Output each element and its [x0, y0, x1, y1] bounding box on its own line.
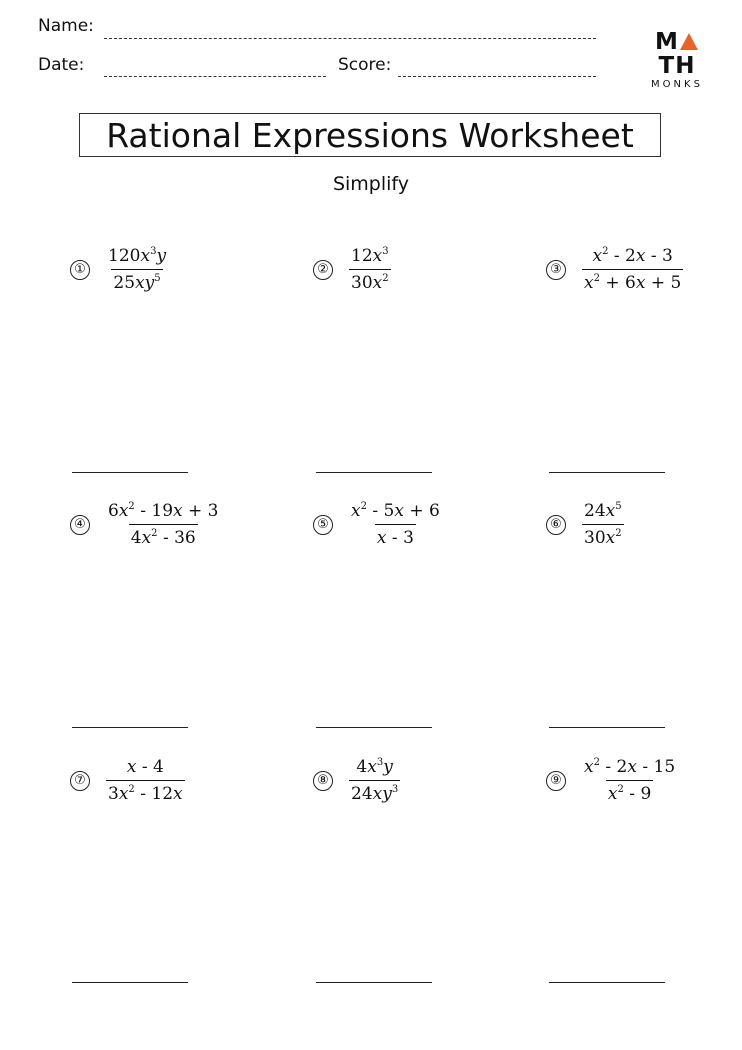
numerator: $x^2 - 2x - 3$	[592, 246, 673, 266]
logo-wordmark	[638, 30, 716, 78]
fraction	[582, 245, 683, 294]
problem-2	[313, 245, 391, 294]
fraction	[349, 500, 442, 549]
problem-number: ⑧	[313, 771, 333, 791]
fraction	[106, 500, 221, 549]
problem-3	[546, 245, 683, 294]
problem-9	[546, 756, 677, 805]
score-field-line[interactable]	[398, 76, 596, 77]
logo-letters-th: TH	[658, 53, 696, 79]
answer-line-9[interactable]	[549, 982, 665, 983]
answer-line-6[interactable]	[549, 727, 665, 728]
instruction: Simplify	[332, 173, 410, 195]
denominator: $3x^2 - 12x$	[106, 780, 185, 805]
problem-number: ⑨	[546, 771, 566, 791]
logo-triangle-icon	[680, 33, 698, 50]
answer-line-2[interactable]	[316, 472, 432, 473]
problem-number: ③	[546, 260, 566, 280]
numerator: $6x^2 - 19x + 3$	[108, 501, 219, 521]
problem-8	[313, 756, 400, 805]
problem-number: ②	[313, 260, 333, 280]
problem-6	[546, 500, 624, 549]
numerator: $24x^5$	[584, 501, 622, 521]
answer-line-7[interactable]	[72, 982, 188, 983]
denominator: $x^2 - 9$	[606, 780, 653, 805]
fraction	[582, 756, 677, 805]
numerator: $120x^3y$	[108, 246, 167, 266]
fraction	[349, 756, 400, 805]
score-label: Score:	[338, 55, 392, 75]
name-label: Name:	[38, 16, 94, 36]
problem-number: ④	[70, 515, 90, 535]
denominator: $4x^2 - 36$	[129, 524, 198, 549]
logo-letter-m: M	[655, 29, 679, 55]
date-label: Date:	[38, 55, 85, 75]
name-field-line[interactable]	[104, 38, 596, 39]
denominator: x - 3	[375, 524, 416, 549]
denominator: $24xy^3$	[349, 780, 400, 805]
numerator: x - 4	[126, 757, 164, 777]
math-monks-logo	[638, 30, 716, 90]
numerator: $x^2 - 5x + 6$	[351, 501, 440, 521]
date-field-line[interactable]	[104, 76, 326, 77]
problem-4	[70, 500, 221, 549]
answer-line-3[interactable]	[549, 472, 665, 473]
problem-number: ⑦	[70, 771, 90, 791]
problem-number: ⑤	[313, 515, 333, 535]
answer-line-4[interactable]	[72, 727, 188, 728]
problem-number: ①	[70, 260, 90, 280]
denominator: $25xy^5$	[111, 269, 162, 294]
answer-line-8[interactable]	[316, 982, 432, 983]
fraction	[106, 245, 168, 294]
denominator: $30x^2$	[582, 524, 624, 549]
worksheet-title: Rational Expressions Worksheet	[106, 115, 634, 155]
problem-1	[70, 245, 168, 294]
logo-subtitle: MONKS	[651, 79, 703, 90]
problem-5	[313, 500, 442, 549]
fraction	[582, 500, 624, 549]
numerator: $12x^3$	[351, 246, 389, 266]
worksheet-title-box	[79, 113, 661, 157]
answer-line-1[interactable]	[72, 472, 188, 473]
answer-line-5[interactable]	[316, 727, 432, 728]
fraction	[106, 756, 185, 805]
fraction	[349, 245, 391, 294]
problem-7	[70, 756, 185, 805]
numerator: $x^2 - 2x - 15$	[584, 757, 676, 777]
denominator: $x^2 + 6x + 5$	[582, 269, 683, 294]
problem-number: ⑥	[546, 515, 566, 535]
numerator: $4x^3y$	[356, 757, 393, 777]
denominator: $30x^2$	[349, 269, 391, 294]
